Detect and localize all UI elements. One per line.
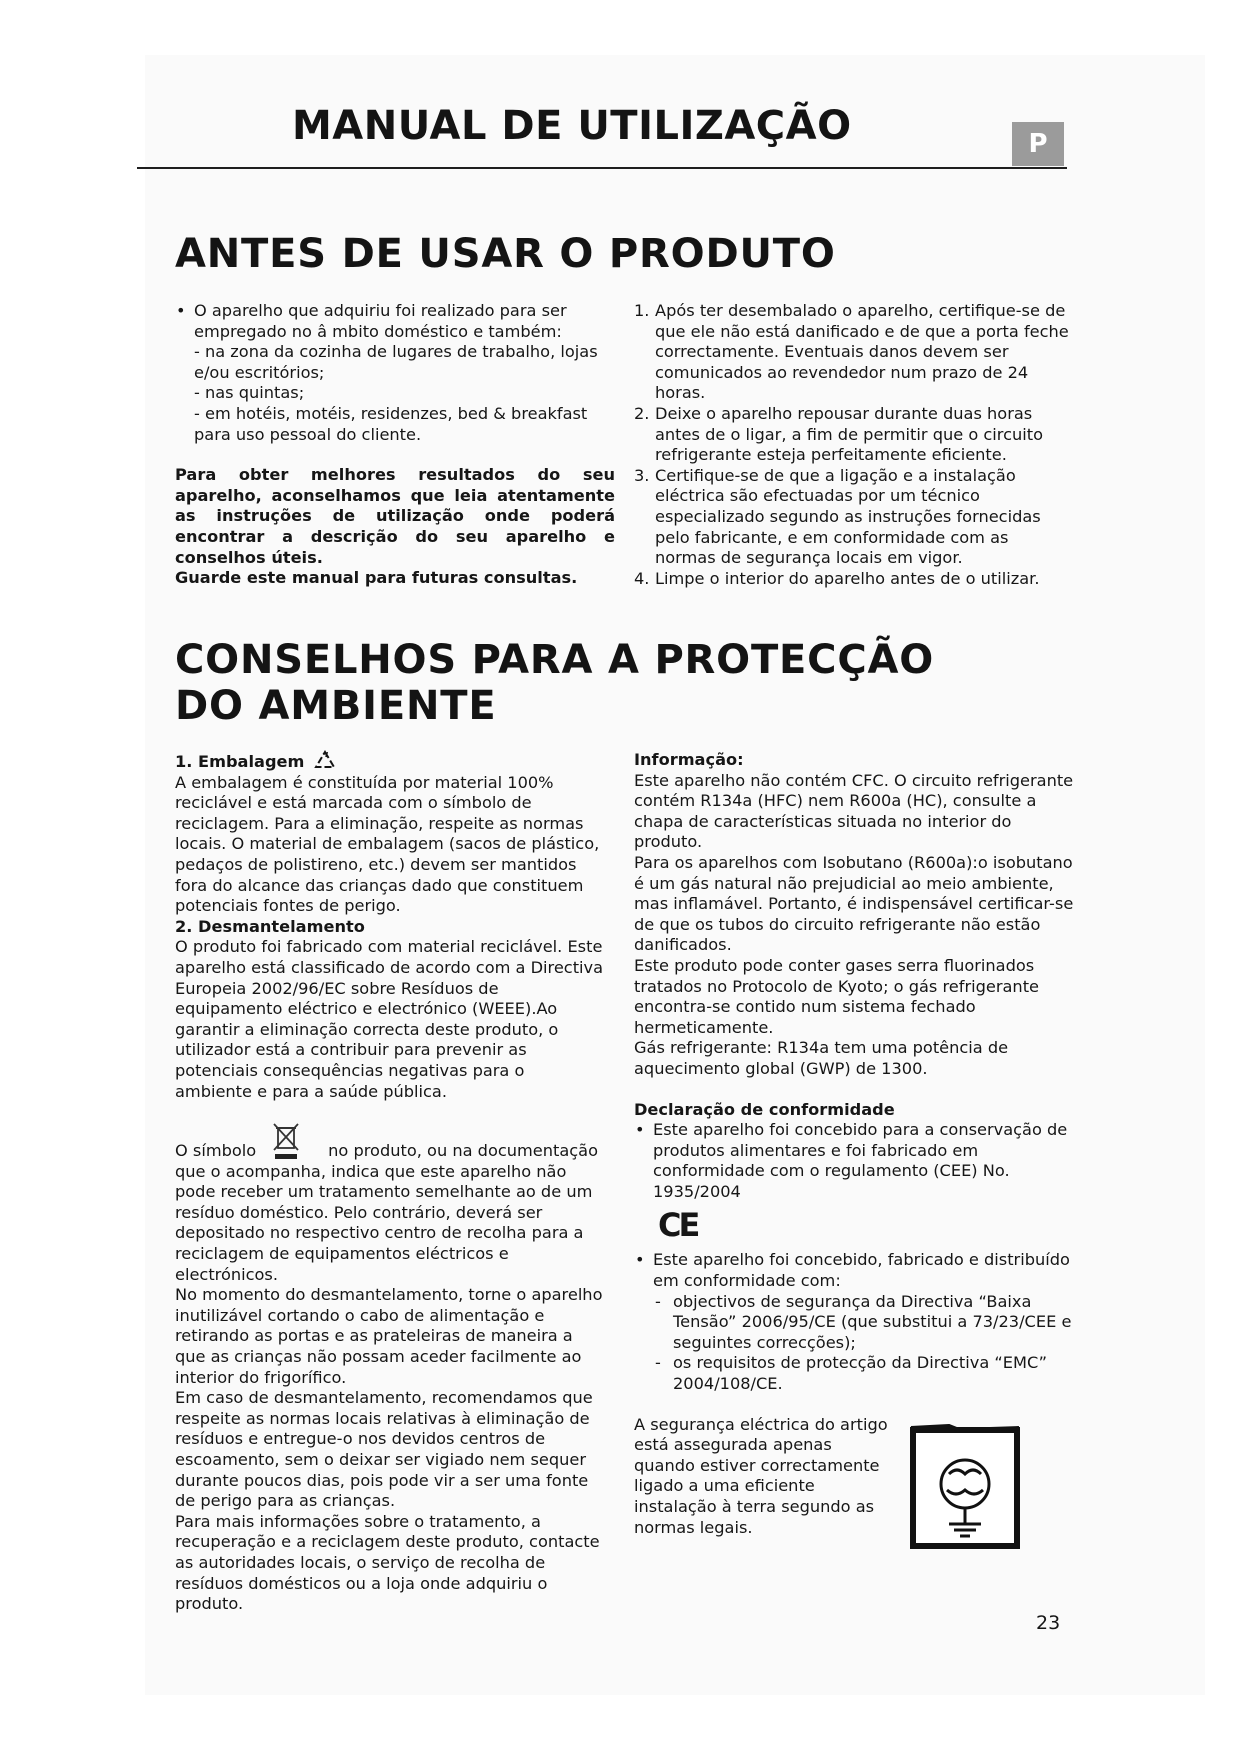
ce-mark: CE bbox=[658, 1206, 698, 1245]
manual-title: MANUAL DE UTILIZAÇÃO bbox=[292, 103, 852, 149]
directive-item: - objectivos de segurança da Directiva “Baixa Tensão” 2006/95/CE (que substitui a 73/23/CEE e seguintes correcções); bbox=[655, 1291, 1072, 1352]
step-item: 1. Após ter desembalado o aparelho, certifique-se de que ele não está danificado e de que a porta feche correctamente. Eventuais danos devem ser comunicados ao revendedor num prazo de 24 horas. bbox=[634, 301, 1069, 403]
step-item: 3. Certifique-se de que a ligação e a instalação eléctrica são efectuadas por um técnico especializado segundo as instruções fornecidas pelo fabricante, e em conformidade com as normas de segurança locais em vigor. bbox=[634, 465, 1041, 568]
more-info-paragraph: Para mais informações sobre o tratamento, a recuperação e a reciclagem deste produto, contacte as autoridades locais, o serviço de recolha de resíduos domésticos ou a loja onde adquiriu o produto. bbox=[175, 1511, 600, 1614]
kyoto-paragraph: Este produto pode conter gases serra fluorinados tratados no Protocolo de Kyoto; o gás refrigerante encontra-se contido num sistema fechado hermeticamente. bbox=[634, 955, 1039, 1037]
grounding-symbol bbox=[909, 1424, 1021, 1556]
conformity-bullet: • Este aparelho foi concebido para a conservação de produtos alimentares e foi fabricado em conformidade com o regulamento (CEE) No. 1935/2004 bbox=[634, 1120, 1074, 1202]
page-number: 23 bbox=[1036, 1612, 1061, 1634]
recycle-icon bbox=[314, 750, 336, 770]
conformity-heading: Declaração de conformidade bbox=[634, 1099, 895, 1119]
crossed-bin-icon bbox=[272, 1122, 300, 1160]
electrical-safety-paragraph: A segurança eléctrica do artigo está assegurada apenas quando estiver correctamente ligado a uma eficiente instalação à terra segundo as normas legais. bbox=[634, 1414, 888, 1537]
step-item: 4. Limpe o interior do aparelho antes de o utilizar. bbox=[634, 568, 1040, 588]
section1-left-column bbox=[175, 301, 615, 589]
earth-ground-icon bbox=[909, 1424, 1021, 1552]
local-rules-paragraph: Em caso de desmantelamento, recomendamos que respeite as normas locais relativas à eliminação de resíduos e entregue-o nos devidos centros de escoamento, sem o deixar ser vigiado nem sequer durante poucos dias, pois pode vir a ser uma fonte de perigo para as crianças. bbox=[175, 1388, 593, 1511]
dismantling-paragraph: O produto foi fabricado com material reciclável. Este aparelho está classificado de acordo com a Directiva Europeia 2002/96/EC sobre Resíduos de equipamento eléctrico e electrónico (WEEE).Ao garantir a eliminação correcta deste produto, o utilizador está a contribuir para prevenir as potenciais consequências negativas para o ambiente e para a saúde pública. bbox=[175, 937, 604, 1101]
language-badge: P bbox=[1012, 122, 1064, 166]
gwp-paragraph: Gás refrigerante: R134a tem uma potência de aquecimento global (GWP) de 1300. bbox=[634, 1038, 1009, 1078]
conformity-bullet: • Este aparelho foi concebido, fabricado e distribuído em conformidade com: - objectivos de segurança da Directiva “Baixa Tensão” 2006/95/CE (que substitui a 73/23/CEE e seguintes correcções); - os requisitos de protecção da Directiva “EMC” 2004/108/CE. bbox=[634, 1250, 1074, 1394]
section2-left-column bbox=[175, 750, 605, 1615]
packaging-paragraph: A embalagem é constituída por material 100% reciclável e está marcada com o símbolo de reciclagem. Para a eliminação, respeite as normas locais. O material de embalagem (sacos de plástico, pedaços de polistireno, etc.) devem ser mantidos fora do alcance das crianças dado que constituem potenciais fontes de perigo. bbox=[175, 772, 600, 916]
section-title-antes-de-usar: ANTES DE USAR O PRODUTO bbox=[175, 231, 836, 277]
packaging-heading: 1. Embalagem bbox=[175, 750, 605, 773]
step-item: 2. Deixe o aparelho repousar durante duas horas antes de o ligar, a fim de permitir que o circuito refrigerante esteja perfeitamente eficiente. bbox=[634, 403, 1043, 465]
disposal-paragraph: No momento do desmantelamento, torne o aparelho inutilizável cortando o cabo de alimentação e retirando as portas e as prateleiras de maneira a que as crianças não possam aceder facilmente ao interior do frigorífico. bbox=[175, 1285, 603, 1387]
usage-bullet bbox=[175, 301, 615, 445]
keep-manual-paragraph: Guarde este manual para futuras consultas. bbox=[175, 568, 578, 588]
dismantling-heading: 2. Desmantelamento bbox=[175, 916, 365, 936]
section2-right-column bbox=[634, 750, 1074, 1538]
section1-right-column bbox=[634, 301, 1074, 589]
isobutane-paragraph: Para os aparelhos com Isobutano (R600a):o isobutano é um gás natural não prejudicial ao meio ambiente, mas inflamável. Portanto, é indispensável certificar-se de que os tubos do circuito refrigerante não estão danificados. bbox=[634, 852, 1074, 955]
usage-intro: • O aparelho que adquiriu foi realizado para ser empregado no â mbito doméstico e também: bbox=[194, 301, 567, 341]
cfc-paragraph: Este aparelho não contém CFC. O circuito refrigerante contém R134a (HFC) nem R600a (HC), consulte a chapa de características situada no interior do produto. bbox=[634, 770, 1074, 852]
section-title-protecao-ambiente: CONSELHOS PARA A PROTECÇÃO DO AMBIENTE bbox=[175, 637, 935, 729]
recommendation-paragraph: Para obter melhores resultados do seu aparelho, aconselhamos que leia atentamente as instruções de utilização onde poderá encontrar a descrição do seu aparelho e conselhos úteis. bbox=[175, 465, 615, 567]
usage-line-2: - nas quintas; bbox=[194, 383, 305, 403]
header-divider bbox=[137, 167, 1067, 169]
information-heading: Informação: bbox=[634, 750, 744, 769]
weee-paragraph: O símbolo no produto, ou na documentação que o acompanha, indica que este aparelho não pode receber um tratamento semelhante ao de um resíduo doméstico. Pelo contrário, deverá ser depositado no respectivo centro de recolha para a reciclagem de equipamentos eléctricos e electrónicos. bbox=[175, 1122, 605, 1285]
usage-line-1: - na zona da cozinha de lugares de trabalho, lojas e/ou escritórios; bbox=[194, 342, 598, 382]
directive-item: - os requisitos de protecção da Directiva “EMC” 2004/108/CE. bbox=[655, 1353, 1047, 1394]
usage-line-3: - em hotéis, motéis, residenzes, bed & breakfast para uso pessoal do cliente. bbox=[194, 403, 588, 444]
